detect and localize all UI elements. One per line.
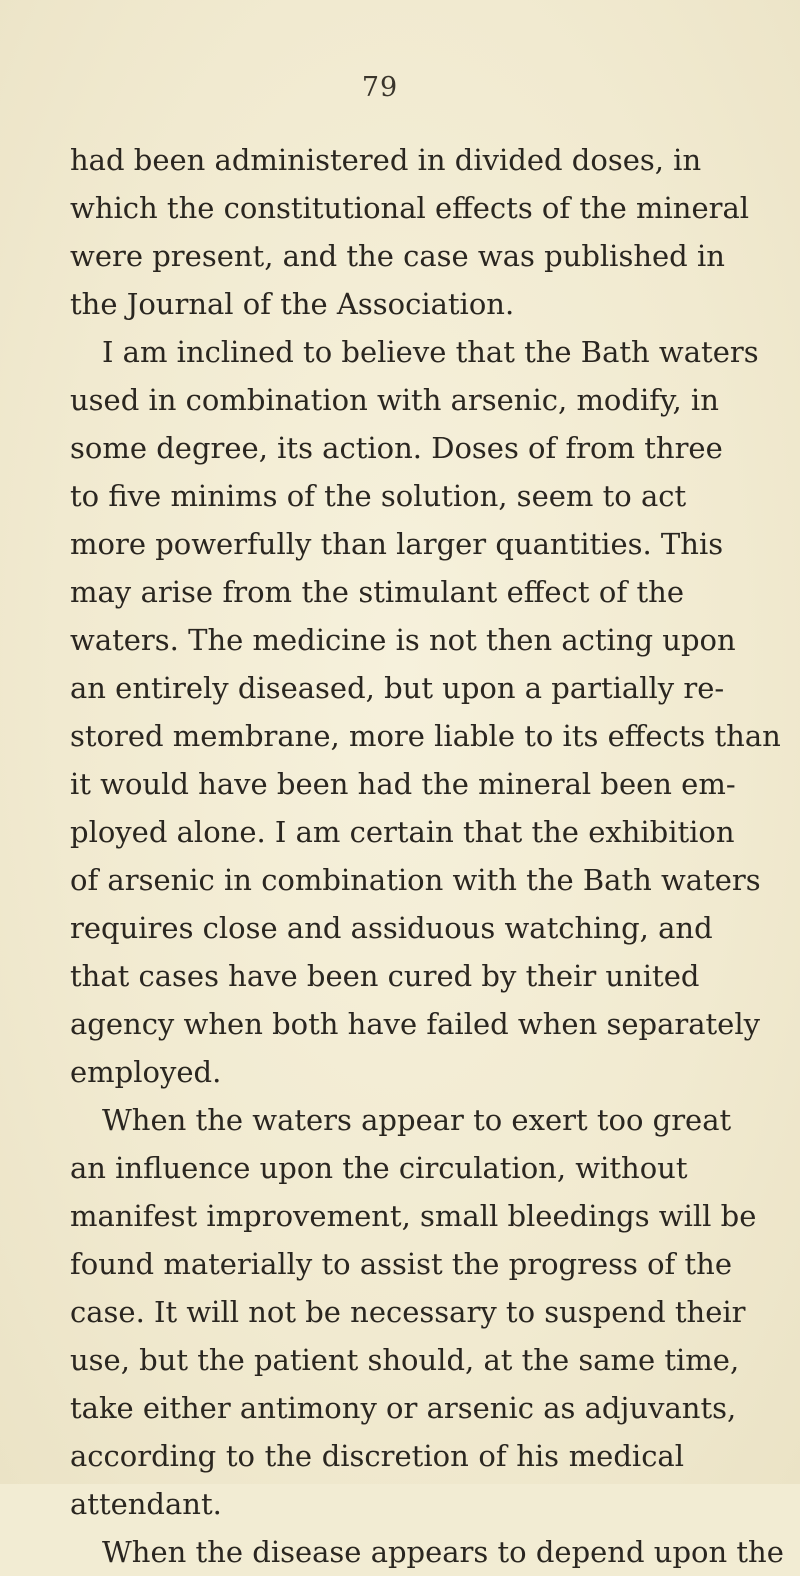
text-line: it would have been had the mineral been em- [70, 767, 736, 801]
body-text [70, 136, 784, 1576]
text-line: to five minims of the solution, seem to act [70, 479, 687, 513]
text-line: waters. The medicine is not then acting upon [70, 623, 736, 657]
text-line: ployed alone. I am certain that the exhibition [70, 815, 735, 849]
text-line: use, but the patient should, at the same time, [70, 1343, 740, 1377]
text-line: some degree, its action. Doses of from three [70, 431, 723, 465]
text-line: that cases have been cured by their united [70, 959, 700, 993]
text-line: an entirely diseased, but upon a partially re- [70, 671, 725, 705]
text-line: of arsenic in combination with the Bath waters [70, 863, 761, 897]
text-line: were present, and the case was published in [70, 239, 725, 273]
text-line: had been administered in divided doses, in [70, 143, 702, 177]
text-line: When the disease appears to depend upon the [102, 1535, 784, 1569]
text-line: which the constitutional effects of the mineral [70, 191, 750, 225]
text-line: stored membrane, more liable to its effects than [70, 719, 781, 753]
text-line: When the waters appear to exert too great [102, 1103, 732, 1137]
text-line: manifest improvement, small bleedings will be [70, 1199, 757, 1233]
text-line: an influence upon the circulation, without [70, 1151, 688, 1185]
text-line: requires close and assiduous watching, and [70, 911, 713, 945]
text-line: the Journal of the Association. [70, 287, 515, 321]
text-line: more powerfully than larger quantities. This [70, 527, 724, 561]
text-line: found materially to assist the progress of the [70, 1247, 733, 1281]
text-line: agency when both have failed when separately [70, 1007, 760, 1041]
text-line: may arise from the stimulant effect of the [70, 575, 684, 609]
text-line: I am inclined to believe that the Bath waters [102, 335, 759, 369]
text-line: attendant. [70, 1487, 222, 1521]
page-number: 79 [361, 72, 399, 103]
text-line: according to the discretion of his medical [70, 1439, 684, 1473]
text-line: take either antimony or arsenic as adjuvants, [70, 1391, 737, 1425]
text-line: used in combination with arsenic, modify, in [70, 383, 719, 417]
text-line: employed. [70, 1055, 222, 1089]
text-line: case. It will not be necessary to suspend their [70, 1295, 746, 1329]
